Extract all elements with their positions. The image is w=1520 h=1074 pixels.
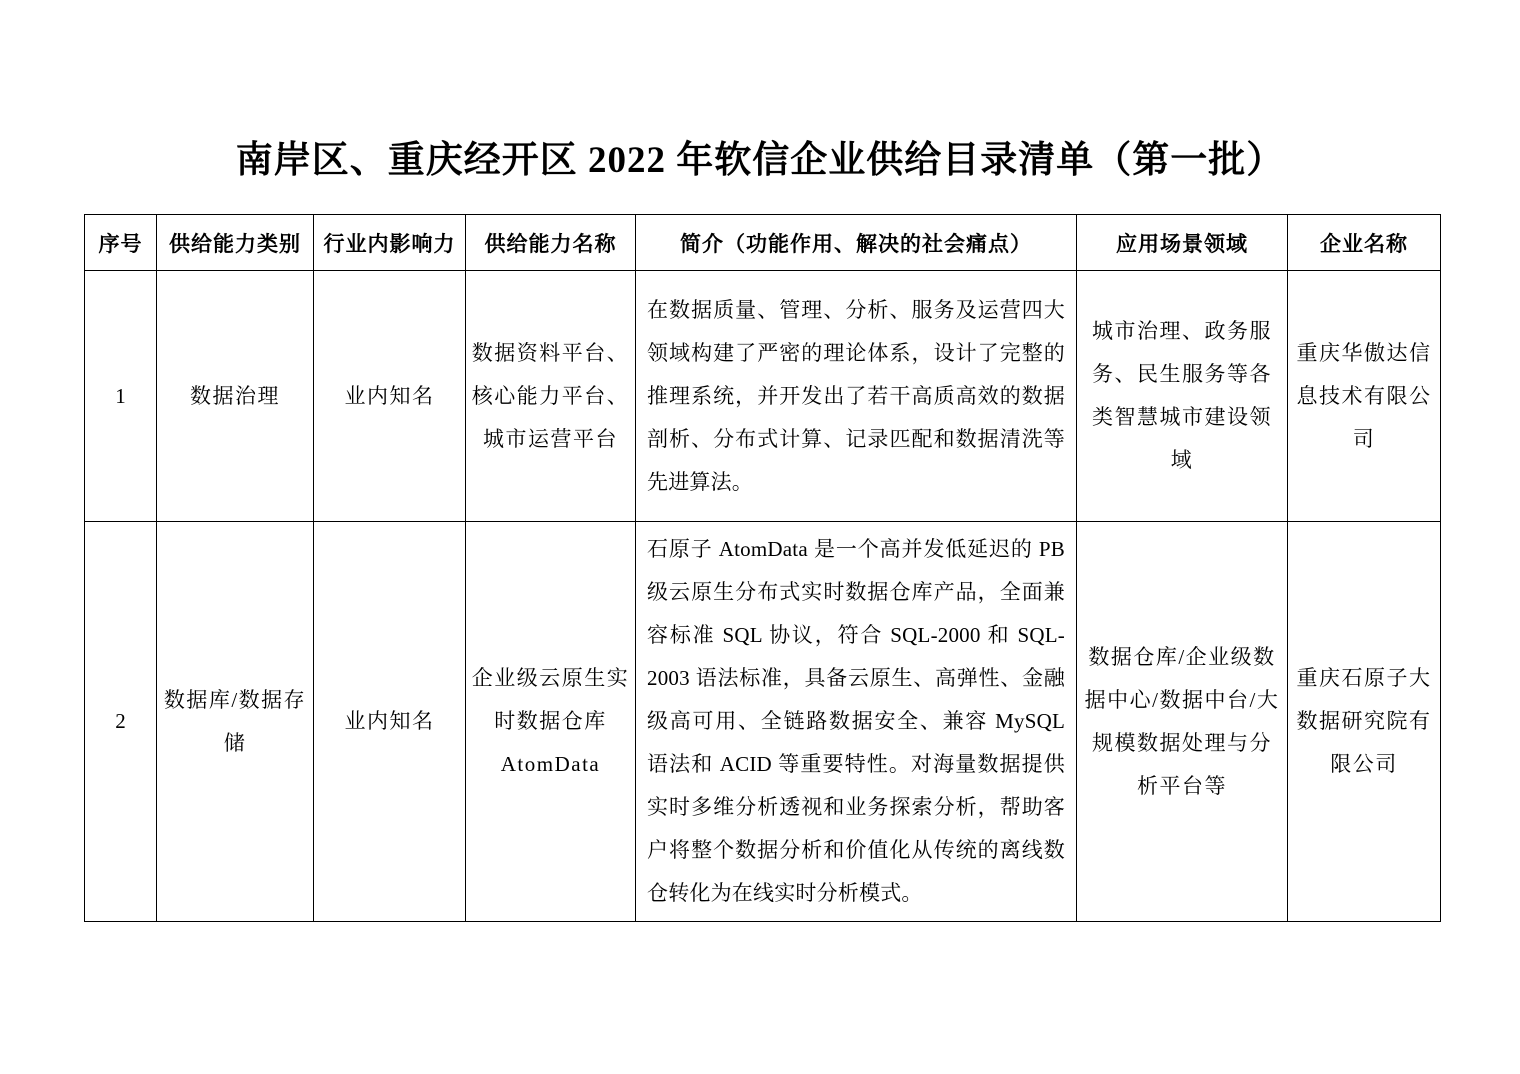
col-header-application-fields: 应用场景领域 bbox=[1077, 215, 1288, 271]
cell-application-fields: 城市治理、政务服务、民生服务等各类智慧城市建设领域 bbox=[1077, 271, 1288, 522]
table-row-1 bbox=[85, 271, 1441, 522]
col-header-capability-name: 供给能力名称 bbox=[466, 215, 636, 271]
page-title: 南岸区、重庆经开区 2022 年软信企业供给目录清单（第一批） bbox=[235, 140, 1285, 181]
table-body bbox=[85, 271, 1441, 922]
table-header-row bbox=[85, 215, 1441, 271]
cell-category: 数据治理 bbox=[157, 271, 314, 522]
cell-company: 重庆石原子大数据研究院有限公司 bbox=[1288, 522, 1441, 922]
cell-influence: 业内知名 bbox=[314, 522, 466, 922]
col-header-serial: 序号 bbox=[85, 215, 157, 271]
cell-company: 重庆华傲达信息技术有限公司 bbox=[1288, 271, 1441, 522]
col-header-influence: 行业内影响力 bbox=[314, 215, 466, 271]
table-header bbox=[85, 215, 1441, 271]
cell-serial: 1 bbox=[85, 271, 157, 522]
col-header-description: 简介（功能作用、解决的社会痛点） bbox=[636, 215, 1077, 271]
cell-influence: 业内知名 bbox=[314, 271, 466, 522]
col-header-category: 供给能力类别 bbox=[157, 215, 314, 271]
col-header-company: 企业名称 bbox=[1288, 215, 1441, 271]
cell-capability-name: 企业级云原生实时数据仓库 AtomData bbox=[466, 522, 636, 922]
table-row-2 bbox=[85, 522, 1441, 922]
cell-category: 数据库/数据存储 bbox=[157, 522, 314, 922]
cell-capability-name: 数据资料平台、核心能力平台、城市运营平台 bbox=[466, 271, 636, 522]
supply-catalog-table bbox=[84, 214, 1441, 922]
cell-serial: 2 bbox=[85, 522, 157, 922]
cell-description: 在数据质量、管理、分析、服务及运营四大领域构建了严密的理论体系，设计了完整的推理系统，并开发出了若干高质高效的数据剖析、分布式计算、记录匹配和数据清洗等先进算法。 bbox=[636, 271, 1077, 522]
cell-description: 石原子 AtomData 是一个高并发低延迟的 PB 级云原生分布式实时数据仓库产品，全面兼容标准 SQL 协议，符合 SQL-2000 和 SQL-2003 语法标准，具备云原生、高弹性、金融级高可用、全链路数据安全、兼容 MySQL 语法和 ACID 等重要特性。对海量数据提供实时多维分析透视和业务探索分析，帮助客户将整个数据分析和价值化从传统的离线数仓转化为在线实时分析模式。 bbox=[636, 522, 1077, 922]
cell-application-fields: 数据仓库/企业级数据中心/数据中台/大规模数据处理与分析平台等 bbox=[1077, 522, 1288, 922]
